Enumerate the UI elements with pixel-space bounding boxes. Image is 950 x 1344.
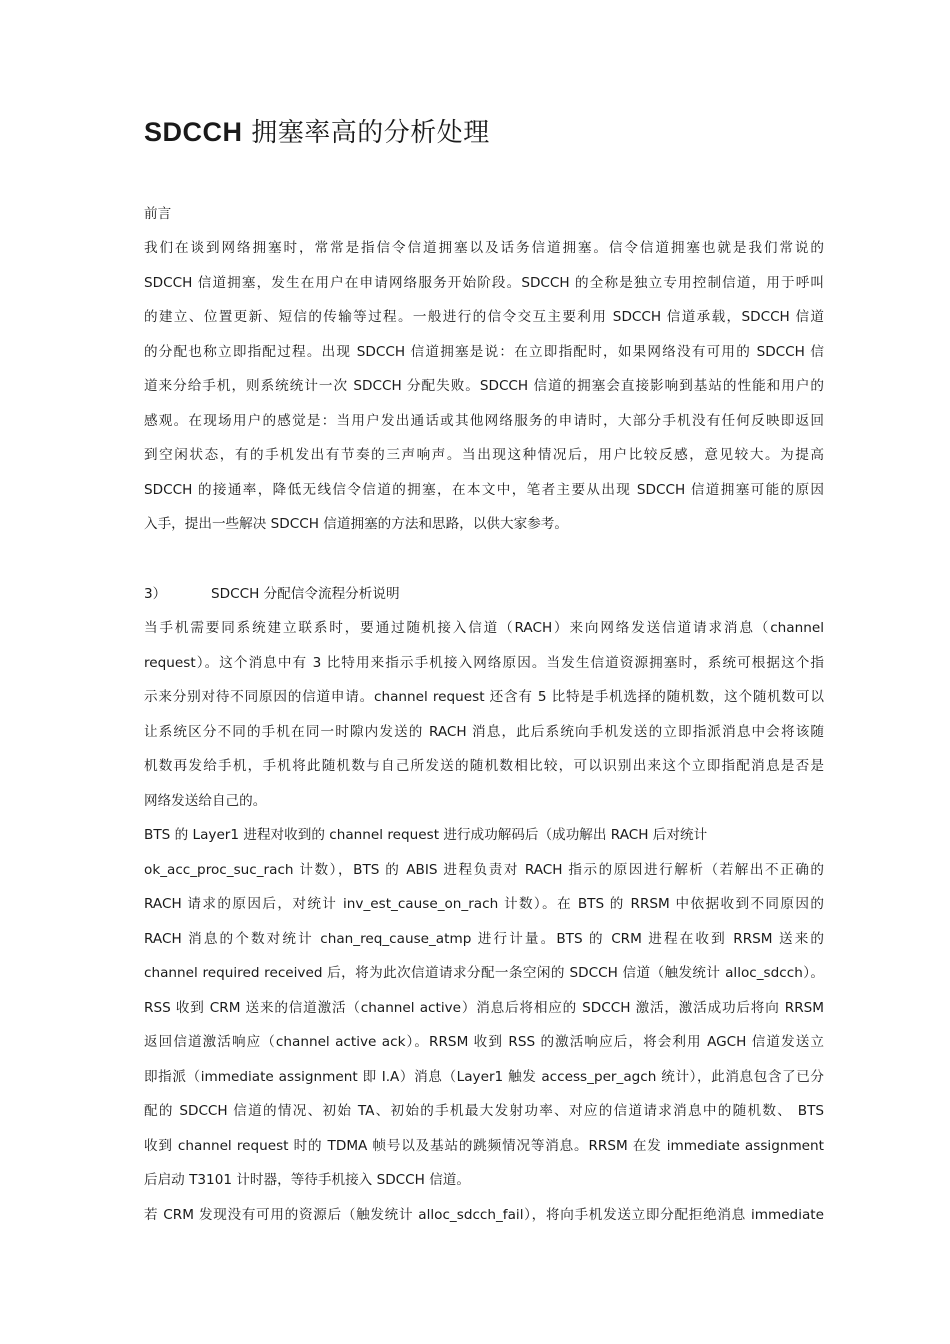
preface-line: 道来分给手机，则系统统计一次 SDCCH 分配失败。SDCCH 信道的拥塞会直接影响到基站的性能和用户的: [144, 378, 824, 394]
page-title: [144, 112, 490, 153]
section-line: RACH 消息的个数对统计 chan_req_cause_atmp 进行计量。BTS 的 CRM 进程在收到 RRSM 送来的: [144, 931, 824, 947]
section-line: 后启动 T3101 计时器，等待手机接入 SDCCH 信道。: [144, 1172, 470, 1188]
section-title: SDCCH 分配信令流程分析说明: [211, 586, 400, 602]
preface-line: 感观。在现场用户的感觉是：当用户发出通话或其他网络服务的申请时，大部分手机没有任何反映即返回: [144, 413, 824, 429]
section-number: 3）: [144, 586, 167, 602]
preface-line: 的建立、位置更新、短信的传输等过程。一般进行的信令交互主要利用 SDCCH 信道承载，SDCCH 信道: [144, 309, 824, 325]
section-line: 让系统区分不同的手机在同一时隙内发送的 RACH 消息，此后系统向手机发送的立即指派消息中会将该随: [144, 724, 824, 740]
page-title-cjk: 拥塞率高的分析处理: [242, 118, 490, 148]
preface-line: 的分配也称立即指配过程。出现 SDCCH 信道拥塞是说：在立即指配时，如果网络没有可用的 SDCCH 信: [144, 344, 824, 360]
section-line: RSS 收到 CRM 送来的信道激活（channel active）消息后将相应的 SDCCH 激活，激活成功后将向 RRSM: [144, 1000, 824, 1016]
section-line: 若 CRM 发现没有可用的资源后（触发统计 alloc_sdcch_fail），将向手机发送立即分配拒绝消息 immediate: [144, 1207, 824, 1223]
section-line: 当手机需要同系统建立联系时，要通过随机接入信道（RACH）来向网络发送信道请求消息（channel: [144, 620, 824, 636]
section-line: channel required received 后，将为此次信道请求分配一条空闲的 SDCCH 信道（触发统计 alloc_sdcch）。: [144, 965, 824, 981]
section-line: 网络发送给自己的。: [144, 793, 267, 809]
page-title-latin: SDCCH: [144, 117, 243, 147]
section-line: RACH 请求的原因后，对统计 inv_est_cause_on_rach 计数）。在 BTS 的 RRSM 中依据收到不同原因的: [144, 896, 824, 912]
section-line: BTS 的 Layer1 进程对收到的 channel request 进行成功解码后（成功解出 RACH 后对统计: [144, 827, 708, 843]
section-line: 即指派（immediate assignment 即 I.A）消息（Layer1 触发 access_per_agch 统计），此消息包含了已分: [144, 1069, 824, 1085]
preface-line: 入手，提出一些解决 SDCCH 信道拥塞的方法和思路，以供大家参考。: [144, 516, 568, 532]
section-line: 配的 SDCCH 信道的情况、初始 TA、初始的手机最大发射功率、对应的信道请求消息中的随机数、 BTS: [144, 1103, 824, 1119]
preface-line: SDCCH 的接通率，降低无线信令信道的拥塞，在本文中，笔者主要从出现 SDCCH 信道拥塞可能的原因: [144, 482, 824, 498]
preface-label: 前言: [144, 206, 172, 222]
section-line: 返回信道激活响应（channel active ack）。RRSM 收到 RSS 的激活响应后，将会利用 AGCH 信道发送立: [144, 1034, 824, 1050]
section-line: ok_acc_proc_suc_rach 计数），BTS 的 ABIS 进程负责对 RACH 指示的原因进行解析（若解出不正确的: [144, 862, 824, 878]
section-line: 收到 channel request 时的 TDMA 帧号以及基站的跳频情况等消息。RRSM 在发 immediate assignment: [144, 1138, 824, 1154]
preface-line: 我们在谈到网络拥塞时，常常是指信令信道拥塞以及话务信道拥塞。信令信道拥塞也就是我们常说的: [144, 240, 824, 256]
preface-line: SDCCH 信道拥塞，发生在用户在申请网络服务开始阶段。SDCCH 的全称是独立专用控制信道，用于呼叫: [144, 275, 824, 291]
section-line: 机数再发给手机，手机将此随机数与自己所发送的随机数相比较，可以识别出来这个立即指配消息是否是: [144, 758, 824, 774]
section-line: 示来分别对待不同原因的信道申请。channel request 还含有 5 比特是手机选择的随机数，这个随机数可以: [144, 689, 824, 705]
preface-line: 到空闲状态，有的手机发出有节奏的三声响声。当出现这种情况后，用户比较反感，意见较大。为提高: [144, 447, 824, 463]
section-line: request）。这个消息中有 3 比特用来指示手机接入网络原因。当发生信道资源拥塞时，系统可根据这个指: [144, 655, 824, 671]
